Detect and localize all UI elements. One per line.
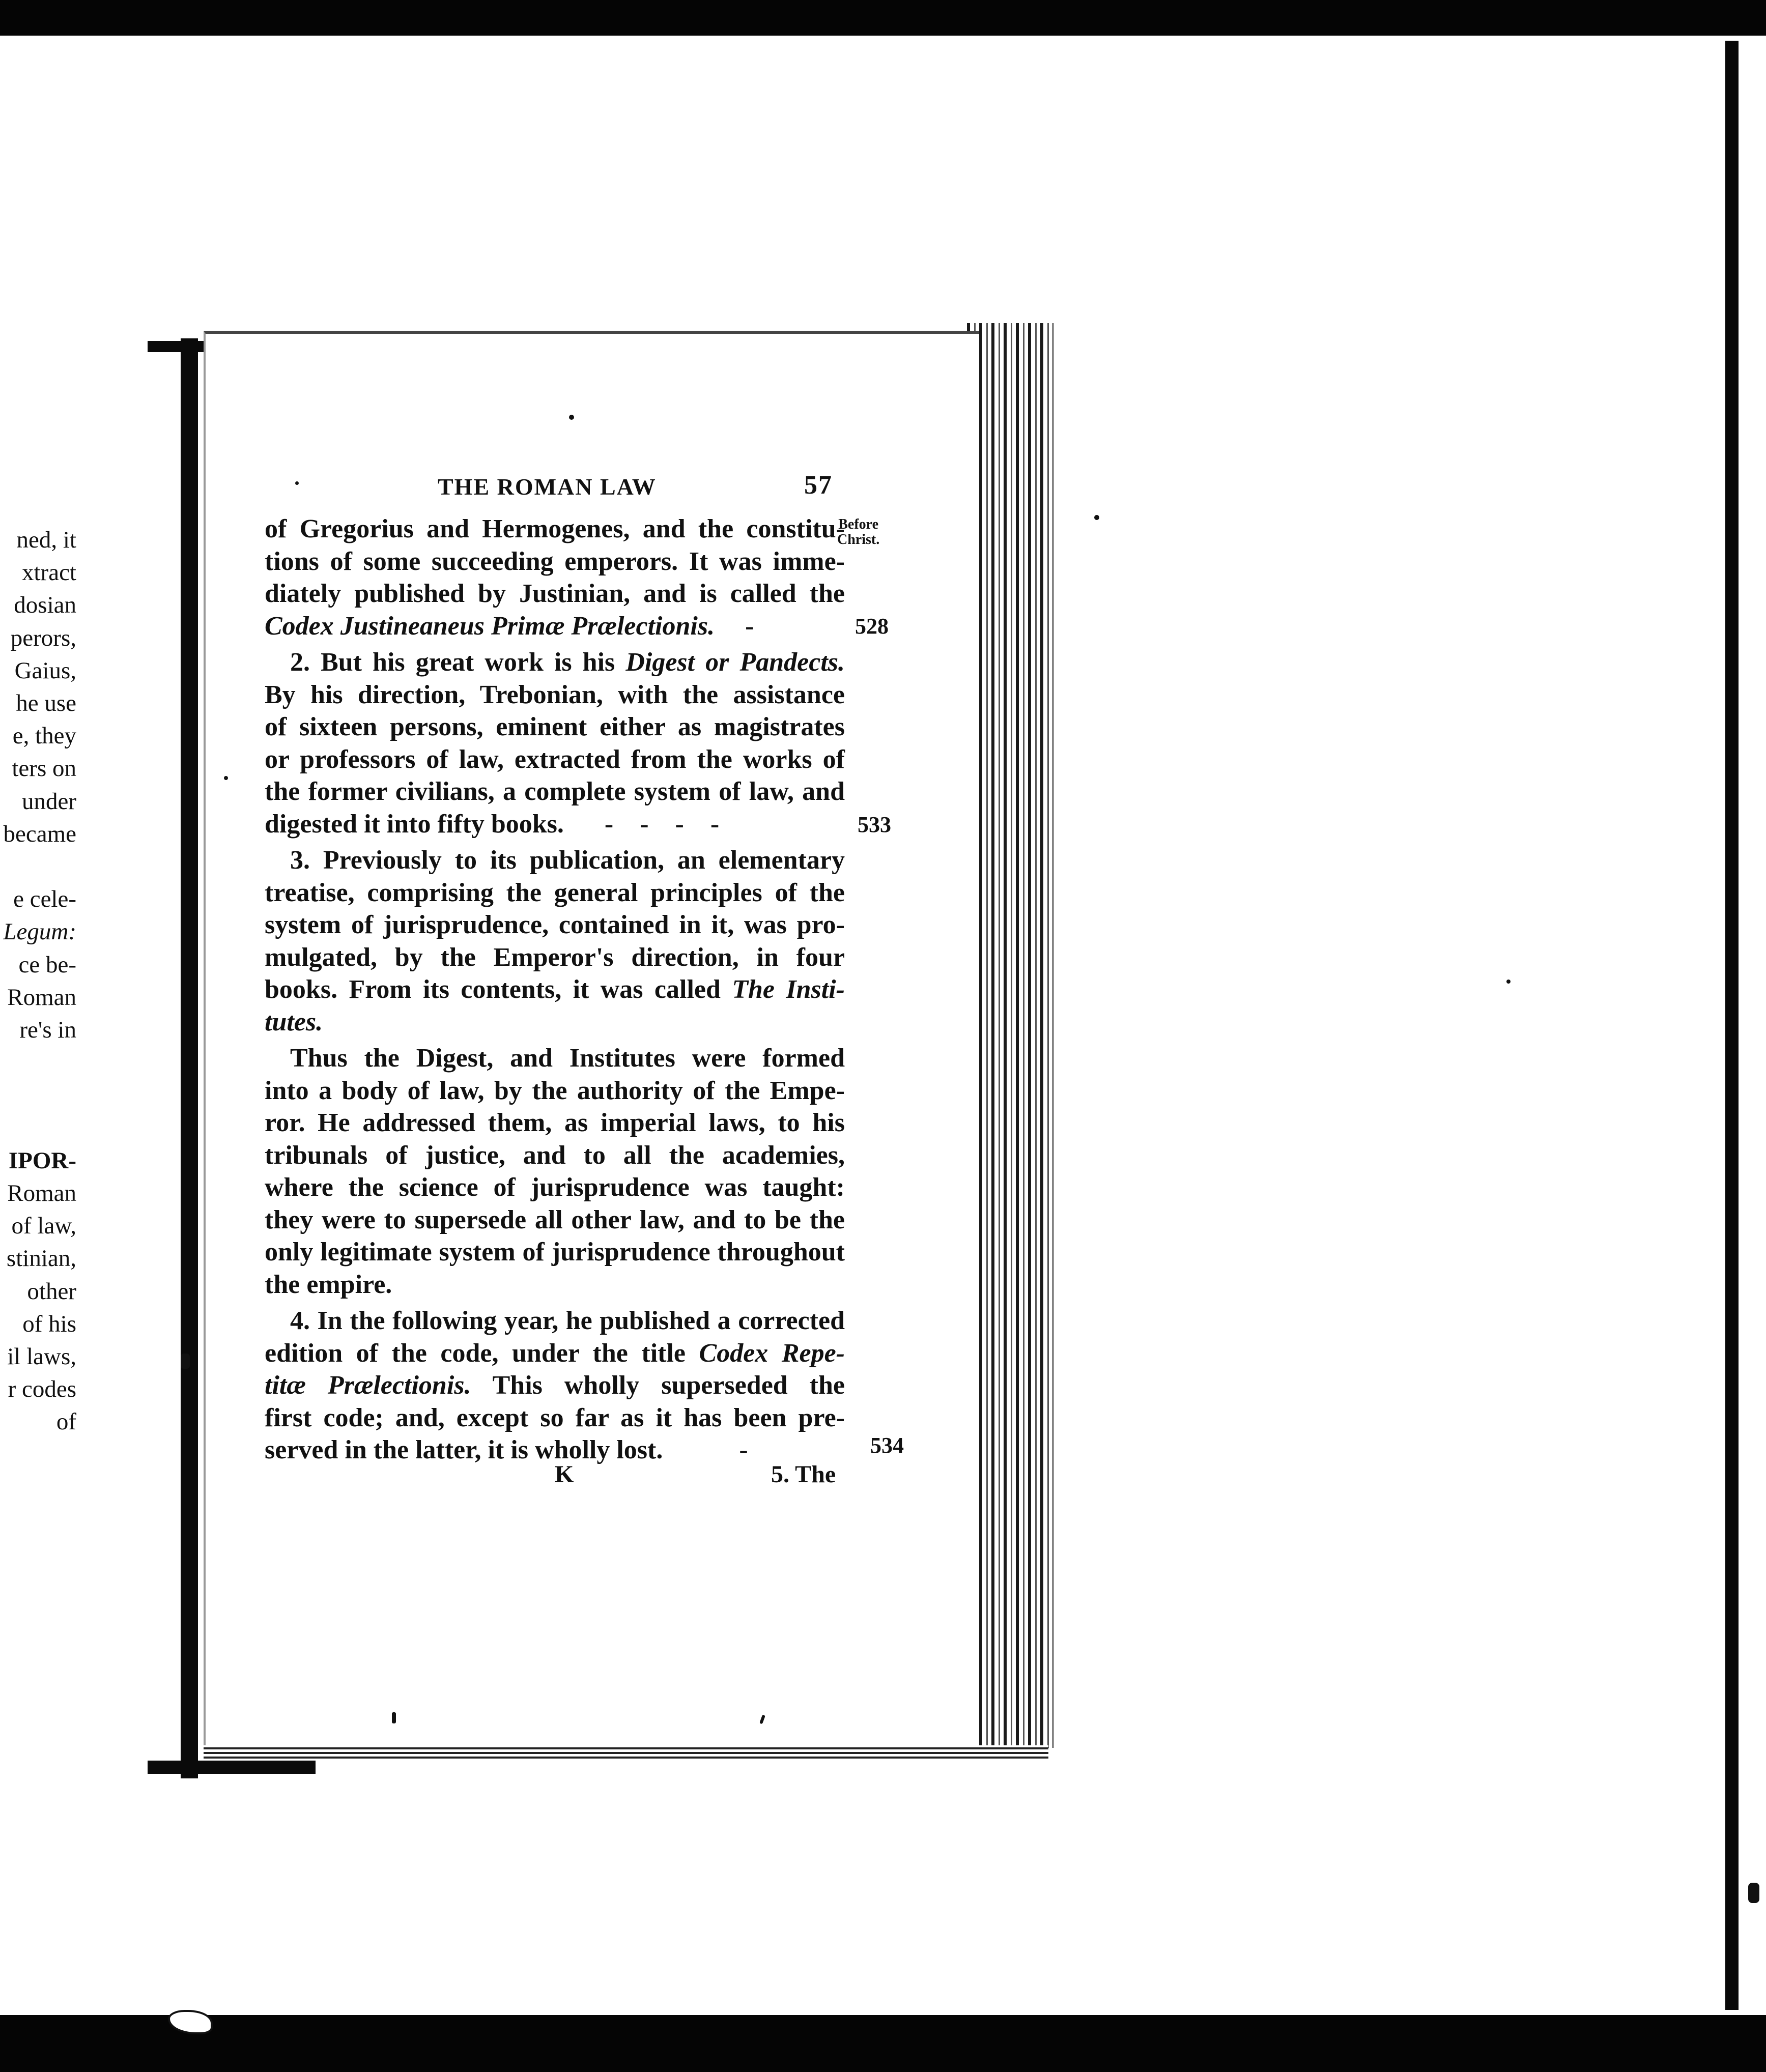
paragraph-2 bbox=[265, 646, 845, 840]
text-run: served in the latter, it is wholly lost. bbox=[265, 1435, 663, 1464]
left-page-line: other bbox=[27, 1278, 76, 1305]
text-line bbox=[265, 1337, 845, 1370]
left-page-line: under bbox=[21, 788, 76, 815]
text-line: mulgated, by the Emperor's direction, in four bbox=[265, 942, 845, 972]
page-fore-edge bbox=[967, 323, 1053, 1748]
text-line: into a body of law, by the authority of the Empe- bbox=[265, 1076, 845, 1105]
left-page-line: of law, bbox=[11, 1213, 76, 1240]
text-line: By his direction, Trebonian, with the assistance bbox=[265, 680, 845, 709]
text-run: books. From its contents, it was called bbox=[265, 975, 732, 1004]
text-run: digested it into fifty books. bbox=[265, 809, 564, 839]
scan-speck bbox=[295, 481, 299, 485]
text-line: diately published by Justinian, and is called the bbox=[265, 579, 845, 608]
italic-title: tutes. bbox=[265, 1007, 323, 1037]
margin-date: 528 bbox=[855, 614, 889, 639]
italic-title: Codex Justineaneus Primæ Prælectionis. bbox=[265, 611, 715, 641]
text-line: tribunals of justice, and to all the academies, bbox=[265, 1140, 845, 1170]
text-line bbox=[265, 808, 845, 841]
dashes: - - - - bbox=[604, 809, 720, 839]
page-body bbox=[265, 513, 845, 1466]
left-page-line: r codes bbox=[8, 1376, 76, 1403]
text-line: treatise, comprising the general principles of the bbox=[265, 878, 845, 907]
italic-title: titæ Prælectionis. bbox=[265, 1371, 471, 1400]
dash: - bbox=[745, 611, 754, 641]
left-page-line: perors, bbox=[10, 624, 76, 651]
scan-speck bbox=[224, 776, 228, 780]
text-run: 2. But his great work is his bbox=[290, 648, 626, 677]
text-line: they were to supersede all other law, and to be the bbox=[265, 1205, 845, 1234]
text-run: This wholly superseded the bbox=[471, 1371, 845, 1400]
text-line: 4. In the following year, he published a corrected bbox=[290, 1306, 845, 1335]
left-page-line: of his bbox=[22, 1310, 76, 1337]
text-line: only legitimate system of jurisprudence throughout bbox=[265, 1238, 845, 1267]
left-page-line: IPOR- bbox=[8, 1147, 76, 1174]
page-bottom-edge bbox=[204, 1745, 1048, 1759]
scan-speck bbox=[1748, 1883, 1759, 1903]
left-page-line: e, they bbox=[12, 723, 76, 750]
text-run: edition of the code, under the title bbox=[265, 1338, 699, 1368]
left-page-line: stinian, bbox=[6, 1245, 76, 1272]
left-page-line: he use bbox=[16, 690, 76, 716]
left-page-line: dosian bbox=[14, 592, 76, 619]
paragraph-5 bbox=[265, 1305, 845, 1466]
paragraph-3 bbox=[265, 844, 845, 1038]
text-line: first code; and, except so far as it has been pre- bbox=[265, 1403, 845, 1432]
text-line: of sixteen persons, eminent either as magistrates bbox=[265, 712, 845, 741]
top-scan-border bbox=[0, 0, 1766, 36]
text-line bbox=[265, 1006, 845, 1039]
text-line bbox=[265, 1369, 845, 1402]
left-page-line: Roman bbox=[7, 984, 76, 1011]
left-page-line: re's in bbox=[19, 1017, 76, 1043]
left-page-line: Legum: bbox=[3, 918, 76, 945]
left-page-line: il laws, bbox=[7, 1343, 76, 1370]
margin-note-line2: Christ. bbox=[837, 532, 880, 548]
text-line: ror. He addressed them, as imperial laws, to his bbox=[265, 1108, 845, 1137]
text-line bbox=[265, 610, 845, 643]
left-page-line: ce be- bbox=[18, 951, 76, 978]
left-page-line: became bbox=[3, 820, 76, 847]
italic-title: Digest or Pandects. bbox=[625, 648, 845, 677]
scan-speck bbox=[181, 1354, 190, 1369]
paragraph-1 bbox=[265, 513, 845, 642]
left-page-line: e cele- bbox=[13, 886, 76, 913]
left-page-line: Roman bbox=[7, 1180, 76, 1206]
text-line: or professors of law, extracted from the works of bbox=[265, 744, 845, 774]
running-head: THE ROMAN LAW bbox=[438, 474, 657, 500]
text-line bbox=[265, 646, 845, 679]
italic-title: Codex Repe- bbox=[699, 1338, 845, 1368]
margin-note-line1: Before bbox=[838, 516, 878, 532]
left-page-line: of bbox=[56, 1408, 76, 1435]
text-line: the empire. bbox=[265, 1270, 392, 1299]
book-spine bbox=[181, 338, 198, 1778]
left-page-line: Gaius, bbox=[14, 657, 76, 684]
italic-title: The Insti- bbox=[732, 975, 845, 1004]
scan-speck bbox=[1506, 980, 1511, 984]
left-page-line: ned, it bbox=[16, 527, 76, 553]
spine-foot bbox=[148, 1761, 316, 1774]
signature-mark: K bbox=[555, 1461, 574, 1488]
paragraph-4 bbox=[265, 1042, 845, 1301]
margin-date: 534 bbox=[870, 1433, 904, 1458]
dash: - bbox=[739, 1435, 748, 1464]
margin-date: 533 bbox=[858, 812, 891, 837]
text-line: system of jurisprudence, contained in it, was pro- bbox=[265, 910, 845, 939]
text-line: of Gregorius and Hermogenes, and the constitu- bbox=[265, 514, 845, 543]
page-number: 57 bbox=[804, 471, 833, 500]
scan-speck bbox=[1094, 515, 1099, 520]
text-line: Thus the Digest, and Institutes were formed bbox=[290, 1044, 845, 1073]
text-line: tions of some succeeding emperors. It was imme- bbox=[265, 546, 845, 576]
text-line: the former civilians, a complete system of law, and bbox=[265, 777, 845, 806]
catchword: 5. The bbox=[771, 1461, 836, 1488]
scan-speck bbox=[392, 1712, 396, 1723]
text-line: where the science of jurisprudence was taught: bbox=[265, 1173, 845, 1202]
right-scan-border bbox=[1725, 41, 1739, 2010]
scan-speck bbox=[569, 415, 574, 420]
bottom-scan-border bbox=[0, 2015, 1766, 2072]
text-line: 3. Previously to its publication, an elementary bbox=[290, 846, 845, 875]
left-page-line: xtract bbox=[22, 559, 76, 586]
left-page-line: ters on bbox=[12, 755, 76, 782]
text-line bbox=[265, 973, 845, 1006]
